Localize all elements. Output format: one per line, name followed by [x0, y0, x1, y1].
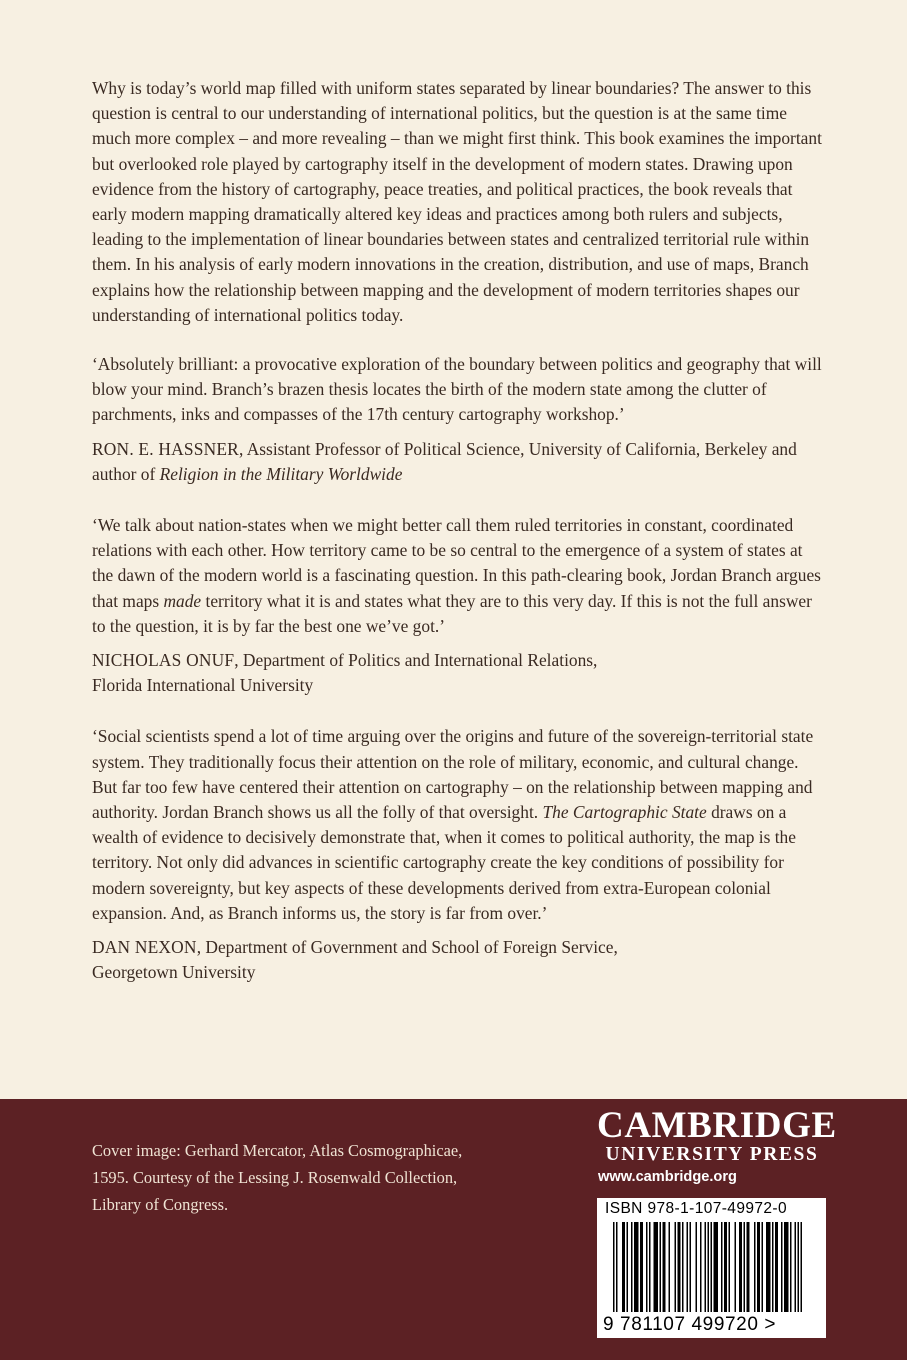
footer-band [0, 1099, 907, 1360]
barcode-bar [631, 1222, 633, 1312]
barcode-bar [781, 1222, 783, 1312]
barcode-bar [663, 1222, 666, 1312]
barcode-bar [711, 1222, 713, 1312]
barcode-bar [640, 1222, 643, 1312]
endorser-institution: Georgetown University [92, 962, 256, 983]
endorsement-quote-2 [92, 513, 822, 639]
cover-image-credit [92, 1137, 532, 1218]
credit-line: Library of Congress. [92, 1195, 229, 1214]
quote-text: territory what it is and states what they are to this very day. If this is not the full answer to the question, it is by far the best one we’ve got.’ [92, 590, 812, 636]
barcode-digits: 9 781107 499720 > [603, 1314, 777, 1335]
barcode-bar [627, 1222, 629, 1312]
barcode-bar [687, 1222, 689, 1312]
barcode-bar [654, 1222, 659, 1312]
barcode-bar [747, 1222, 750, 1312]
barcode-bar [744, 1222, 746, 1312]
barcode-bar [714, 1222, 719, 1312]
barcode-bar [795, 1222, 797, 1312]
barcode-bar [646, 1222, 648, 1312]
endorser-affiliation: , Department of Politics and International Relations, [234, 650, 598, 671]
book-description: Why is today’s world map filled with uniform states separated by linear boundaries? The answer to this question is central to our understanding of international politics, but the question is at the same time much more complex – and more revealing – than we might first think. This book examines the important but overlooked role played by cartography itself in the development of modern states. Drawing upon evidence from the history of cartography, peace treaties, and political practices, the book reveals that early modern mapping dramatically altered key ideas and practices among both rulers and subjects, leading to the implementation of linear boundaries between states and centralized territorial rule within them. In his analysis of early modern innovations in the creation, distribution, and use of maps, Branch explains how the relationship between mapping and the development of modern territories shapes our understanding of international politics today. [92, 78, 822, 325]
barcode-bar [705, 1222, 707, 1312]
barcode-bar [669, 1222, 671, 1312]
endorser-affiliation: , Department of Government and School of Foreign Service, [196, 937, 618, 958]
barcode-icon [597, 1220, 826, 1316]
barcode-bar [660, 1222, 662, 1312]
credit-line: Cover image: Gerhard Mercator, Atlas Cosmographicae, [92, 1141, 463, 1160]
endorsement-attribution-2 [92, 648, 822, 698]
barcode-bar [784, 1222, 789, 1312]
endorser-affiliation: , Assistant Professor of Political Science, University of California, Berkeley and author of [92, 438, 797, 484]
endorser-name: DAN NEXON [92, 937, 197, 958]
quote-text: draws on a wealth of evidence to decisively demonstrate that, when it comes to political authority, the map is the territory. Not only did advances in scientific cartography create the key conditions of possibility for modern sovereignty, but key aspects of these developments derived from extra-European colonial expansion. And, as Branch informs us, the story is far from over.’ [92, 802, 796, 923]
publisher-logo [597, 1105, 837, 1185]
back-cover-text [92, 76, 822, 1012]
publisher-url: www.cambridge.org [598, 1169, 737, 1185]
barcode-bar [696, 1222, 698, 1312]
barcode-bar [649, 1222, 651, 1312]
endorsement-attribution-3 [92, 935, 822, 985]
isbn-barcode [597, 1198, 826, 1338]
barcode-bar [678, 1222, 681, 1312]
isbn-label: ISBN 978-1-107-49972-0 [605, 1200, 787, 1217]
barcode-bar [690, 1222, 692, 1312]
barcode-bar [708, 1222, 710, 1312]
endorsement-attribution-1 [92, 437, 822, 487]
quote-text: ‘Absolutely brilliant: a provocative exploration of the boundary between politics and geography that will blow your mind. Branch’s brazen thesis locates the birth of the modern state among the clutter of parchments, inks and compasses of the 17th century cartography workshop.’ [92, 354, 822, 425]
barcode-bar [729, 1222, 731, 1312]
barcode-bar [616, 1222, 618, 1312]
quote-text: ‘Social scientists spend a lot of time arguing over the origins and future of the sovereign-territorial state system. They traditionally focus their attention on the role of military, economic, and cultural change. But far too few have centered their attention on cartography – on the relationship between mapping and authority. Jordan Branch shows us all the folly of that oversight. [92, 726, 814, 823]
barcode-bar [675, 1222, 677, 1312]
barcode-bar [798, 1222, 800, 1312]
endorser-book-title: Religion in the Military Worldwide [159, 463, 403, 484]
publisher-press: UNIVERSITY PRESS [605, 1144, 819, 1165]
barcode-bar [613, 1222, 615, 1312]
endorser-institution: Florida International University [92, 675, 314, 696]
barcode-bar [775, 1222, 778, 1312]
barcode-bar [754, 1222, 756, 1312]
endorsement-quote-3 [92, 724, 822, 926]
barcode-bar [700, 1222, 702, 1312]
barcode-bar [772, 1222, 774, 1312]
barcode-bar [634, 1222, 639, 1312]
barcode-bar [724, 1222, 727, 1312]
barcode-bar [739, 1222, 742, 1312]
barcode-bar [766, 1222, 771, 1312]
quote-text: ‘We talk about nation-states when we might better call them ruled territories in constant, coordinated relations with each other. How territory came to be so central to the emergence of a system of states at the dawn of the modern world is a fascinating question. In this path-clearing book, Jordan Branch argues that maps [92, 515, 821, 611]
publisher-name: CAMBRIDGE [597, 1105, 837, 1146]
barcode-bar [622, 1222, 625, 1312]
barcode-bar [757, 1222, 760, 1312]
barcode-bar [801, 1222, 803, 1312]
barcode-bar [790, 1222, 792, 1312]
quote-book-title: The Cartographic State [542, 802, 707, 823]
barcode-bar [735, 1222, 737, 1312]
barcode-bar [721, 1222, 723, 1312]
endorsement-quote-1 [92, 352, 822, 428]
endorser-name: NICHOLAS ONUF [92, 650, 235, 671]
barcode-bar [762, 1222, 764, 1312]
barcode-bar [682, 1222, 684, 1312]
endorser-name: RON. E. HASSNER [92, 438, 239, 459]
quote-emphasis: made [163, 590, 202, 611]
credit-line: 1595. Courtesy of the Lessing J. Rosenwald Collection, [92, 1168, 458, 1187]
